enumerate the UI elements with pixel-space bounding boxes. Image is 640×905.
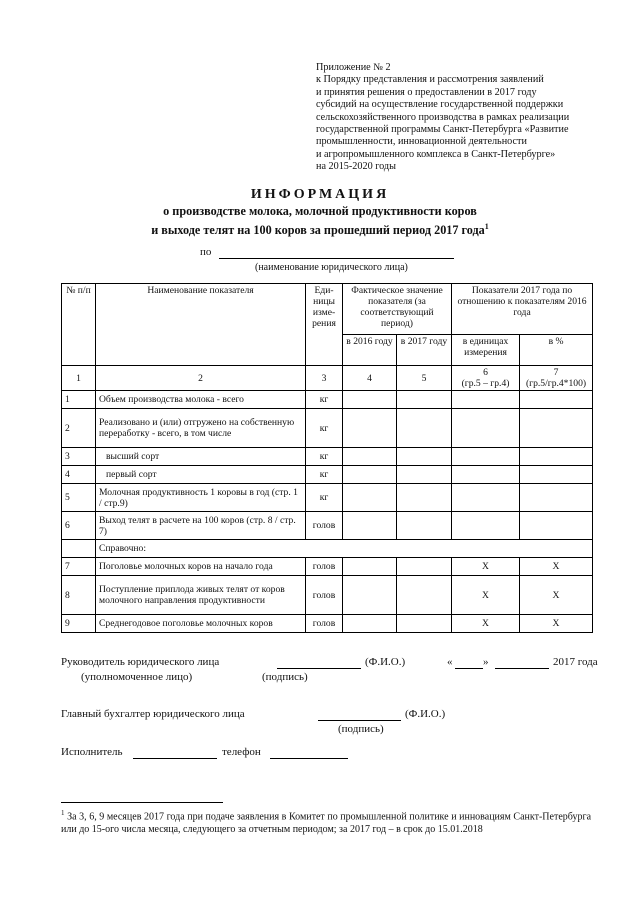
head-label: Руководитель юридического лица [61,656,220,668]
column-numbers-row [62,366,593,391]
value-cell[interactable] [397,448,452,466]
executor-label: Исполнитель [61,746,123,758]
footnote-text: За 3, 6, 9 месяцев 2017 года при подаче заявления в Комитет по промышленной политике и инновациям Санкт-Петербурга или до 15-ого числа месяца, следующего за отчетным периодом; за 2017 год – в срок до 15.01.2018 [61,811,592,836]
value-cell[interactable] [343,484,397,512]
annex-line: промышленности, инновационной деятельности [316,136,527,148]
header-fact: Фактическое значение показателя (за соответствующий период) [343,284,452,335]
head-fio-label: (Ф.И.О.) [365,656,406,668]
value-cell[interactable] [452,391,520,409]
value-cell[interactable] [452,512,520,540]
accountant-signature-field[interactable] [318,708,401,721]
header-ratio: Показатели 2017 года по отношению к показателям 2016 года [452,284,593,335]
row-name: Реализовано и (или) отгружено на собственную переработку - всего, в том числе [96,409,306,448]
header-unit: Еди-ницы изме-рения [306,284,343,366]
value-cell[interactable] [397,484,452,512]
header-name: Наименование показателя [96,284,306,366]
org-caption: (наименование юридического лица) [255,262,408,273]
row-num: 2 [62,409,96,448]
footnote-mark: 1 [61,809,65,817]
row-num: 3 [62,448,96,466]
row-unit: кг [306,448,343,466]
row-num: 6 [62,512,96,540]
value-cell: X [520,576,593,615]
value-cell: X [520,558,593,576]
col-formula: (гр.5 – гр.4) [461,378,510,389]
annex-block [316,62,616,174]
date-open-quote: « [447,656,453,668]
value-cell: X [452,576,520,615]
org-prefix: по [200,246,212,258]
row-num: 4 [62,466,96,484]
value-cell[interactable] [397,466,452,484]
header-ratio-units: в единицах измерения [452,335,520,366]
accountant-fio-label: (Ф.И.О.) [405,708,446,720]
head-sub-label: (уполномоченное лицо) [81,671,193,683]
table-row [62,512,593,540]
table-row [62,558,593,576]
row-name: Справочно: [96,540,593,558]
title-line-3 [0,219,640,238]
header-ratio-pct: в % [520,335,593,366]
value-cell[interactable] [343,448,397,466]
value-cell: X [452,615,520,633]
phone-field[interactable] [270,746,348,759]
value-cell[interactable] [452,466,520,484]
col-number: 5 [397,366,452,391]
accountant-label: Главный бухгалтер юридического лица [61,708,245,720]
row-name: Среднегодовое поголовье молочных коров [96,615,306,633]
row-name: Поголовье молочных коров на начало года [96,558,306,576]
row-unit: кг [306,409,343,448]
row-unit: кг [306,484,343,512]
title-line-2: о производстве молока, молочной продуктивности коров [163,204,477,218]
col-number-7 [520,366,593,391]
value-cell[interactable] [343,558,397,576]
table-row [62,576,593,615]
table-row [62,409,593,448]
col-number: 6 [483,367,488,378]
table-header-row [62,284,593,335]
table-row [62,615,593,633]
table-row [62,466,593,484]
row-name: Выход телят в расчете на 100 коров (стр. 8 / стр. 7) [96,512,306,540]
value-cell[interactable] [343,466,397,484]
date-day-field[interactable] [455,656,483,669]
value-cell[interactable] [397,558,452,576]
phone-label: телефон [222,746,261,758]
value-cell[interactable] [452,409,520,448]
row-unit: голов [306,615,343,633]
footnote [61,807,591,836]
table-row [62,391,593,409]
header-fact-2016: в 2016 году [343,335,397,366]
document-title [0,186,640,238]
col-formula: (гр.5/гр.4*100) [525,378,587,389]
annex-line: субсидий на осуществление государственной поддержки [316,99,564,111]
row-num: 7 [62,558,96,576]
table-row-reference [62,540,593,558]
value-cell[interactable] [343,409,397,448]
row-num [62,540,96,558]
date-month-field[interactable] [495,656,549,669]
value-cell[interactable] [452,448,520,466]
col-number: 2 [96,366,306,391]
row-unit: голов [306,576,343,615]
row-num: 1 [62,391,96,409]
row-name: Объем производства молока - всего [96,391,306,409]
col-number: 3 [306,366,343,391]
table-row [62,448,593,466]
date-close-quote: » [483,656,489,668]
annex-line: и принятия решения о предоставлении в 2017 году [316,86,537,98]
row-unit: кг [306,391,343,409]
value-cell[interactable] [520,409,593,448]
col-number: 4 [343,366,397,391]
value-cell: X [452,558,520,576]
org-name-field[interactable] [219,258,454,259]
row-unit: голов [306,512,343,540]
header-fact-2017: в 2017 году [397,335,452,366]
row-name: Поступление приплода живых телят от коров молочного направления продуктивности [96,576,306,615]
row-num: 8 [62,576,96,615]
row-name: высший сорт [96,448,306,466]
annex-line: на 2015-2020 годы [316,161,396,173]
value-cell[interactable] [397,512,452,540]
footnote-mark: 1 [484,222,489,231]
title-main: ИНФОРМАЦИЯ [250,187,390,202]
value-cell[interactable] [520,466,593,484]
value-cell[interactable] [343,391,397,409]
value-cell: X [520,615,593,633]
signature-caption: (подпись) [262,671,308,683]
value-cell[interactable] [397,409,452,448]
table-row [62,484,593,512]
value-cell[interactable] [520,512,593,540]
annex-line: к Порядку представления и рассмотрения заявлений [316,74,544,86]
row-num: 9 [62,615,96,633]
value-cell[interactable] [520,391,593,409]
row-unit: голов [306,558,343,576]
head-signature-field[interactable] [277,656,361,669]
col-number-6 [452,366,520,391]
annex-line: государственной программы Санкт-Петербурга «Развитие [316,124,569,136]
col-number: 7 [553,367,559,378]
col-number: 1 [62,366,96,391]
row-name: Молочная продуктивность 1 коровы в год (стр. 1 / стр.9) [96,484,306,512]
value-cell[interactable] [452,484,520,512]
value-cell[interactable] [397,391,452,409]
title-line-3-text: и выходе телят на 100 коров за прошедший период 2017 года [151,223,485,238]
row-unit: кг [306,466,343,484]
date-year-label: 2017 года [553,656,598,668]
value-cell[interactable] [397,615,452,633]
footnote-separator [61,802,223,803]
value-cell[interactable] [343,576,397,615]
row-num: 5 [62,484,96,512]
value-cell[interactable] [397,576,452,615]
header-num: № п/п [62,284,96,366]
value-cell[interactable] [343,512,397,540]
signature-caption: (подпись) [338,723,384,735]
value-cell[interactable] [520,448,593,466]
value-cell[interactable] [520,484,593,512]
executor-field[interactable] [133,746,217,759]
annex-line: сельскохозяйственного производства в рамках реализации [316,111,570,123]
value-cell[interactable] [343,615,397,633]
annex-line: и агропромышленного комплекса в Санкт-Петербурге» [316,148,556,160]
annex-line: Приложение № 2 [316,62,391,73]
indicators-table [61,283,593,633]
row-name: первый сорт [96,466,306,484]
